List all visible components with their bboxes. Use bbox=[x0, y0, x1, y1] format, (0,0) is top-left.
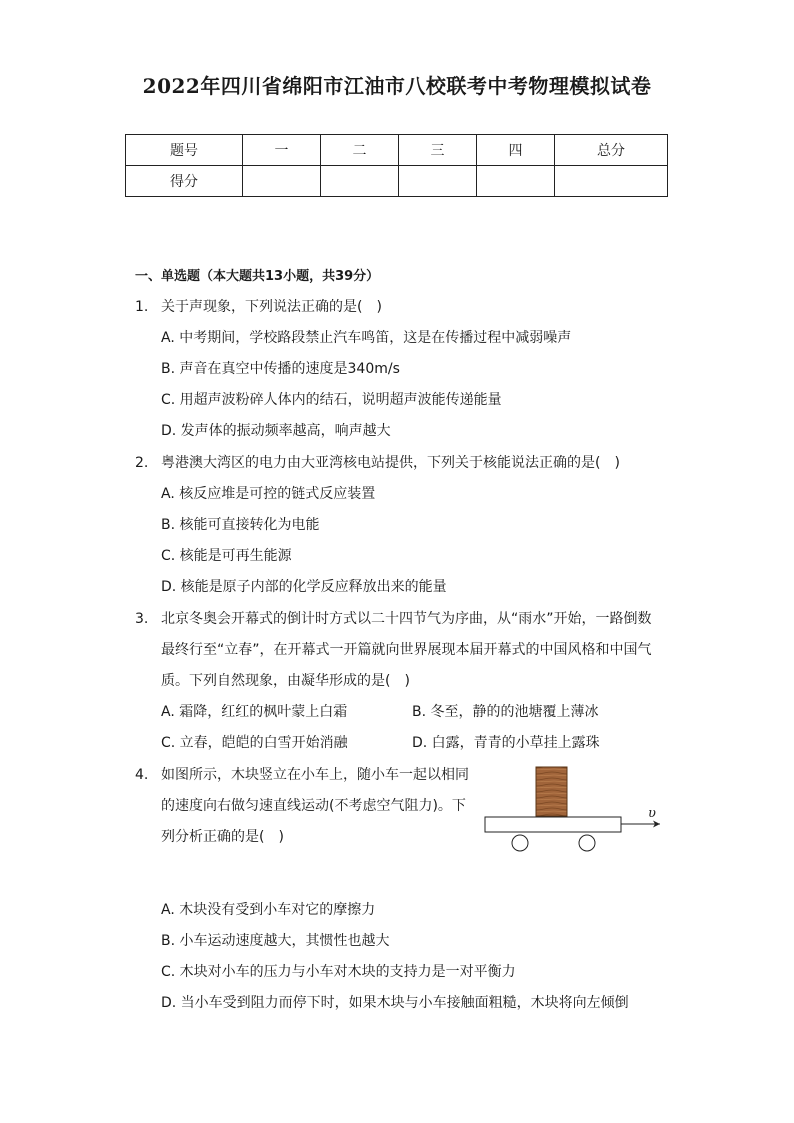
question-stem-line: 列分析正确的是( ) bbox=[161, 829, 284, 845]
section-heading: 一、单选题（本大题共13小题，共39分） bbox=[135, 269, 380, 284]
question-stem-line: 质。下列自然现象，由凝华形成的是( ) bbox=[161, 673, 410, 689]
question-stem-line: 的速度向右做匀速直线运动(不考虑空气阻力)。下 bbox=[161, 798, 466, 814]
question-stem: 关于声现象，下列说法正确的是( ) bbox=[161, 299, 382, 315]
cart-block-figure bbox=[480, 764, 670, 856]
score-header-cell: 题号 bbox=[126, 135, 243, 166]
cart-body bbox=[485, 817, 621, 832]
option-b: B. 小车运动速度越大，其惯性也越大 bbox=[161, 933, 390, 949]
question-number: 3. bbox=[135, 611, 149, 627]
cart-wheel-left bbox=[512, 835, 528, 851]
score-header-cell: 四 bbox=[477, 135, 555, 166]
option-c: C. 用超声波粉碎人体内的结石，说明超声波能传递能量 bbox=[161, 392, 502, 408]
exam-title: 2022年四川省绵阳市江油市八校联考中考物理模拟试卷 bbox=[142, 74, 652, 98]
score-cell bbox=[243, 166, 321, 197]
option-d: D. 白露，青青的小草挂上露珠 bbox=[412, 735, 600, 751]
option-b: B. 冬至，静的的池塘覆上薄冰 bbox=[412, 704, 599, 720]
question-stem-line: 最终行至“立春”，在开幕式一开篇就向世界展现本届开幕式的中国风格和中国气 bbox=[161, 642, 652, 658]
option-b: B. 核能可直接转化为电能 bbox=[161, 517, 320, 533]
option-d: D. 发声体的振动频率越高，响声越大 bbox=[161, 423, 391, 439]
score-header-cell: 二 bbox=[321, 135, 399, 166]
option-a: A. 木块没有受到小车对它的摩擦力 bbox=[161, 902, 376, 918]
score-header-cell: 一 bbox=[243, 135, 321, 166]
option-d: D. 当小车受到阻力而停下时，如果木块与小车接触面粗糙，木块将向左倾倒 bbox=[161, 995, 629, 1011]
score-cell bbox=[399, 166, 477, 197]
question-number: 1. bbox=[135, 299, 149, 315]
wooden-block bbox=[536, 767, 567, 816]
option-c: C. 立春，皑皑的白雪开始消融 bbox=[161, 735, 348, 751]
score-table bbox=[125, 134, 668, 197]
option-a: A. 中考期间，学校路段禁止汽车鸣笛，这是在传播过程中减弱噪声 bbox=[161, 330, 572, 346]
question-number: 4. bbox=[135, 767, 149, 783]
score-header-cell: 三 bbox=[399, 135, 477, 166]
question-number: 2. bbox=[135, 455, 149, 471]
score-row-label: 得分 bbox=[126, 166, 243, 197]
question-stem: 粤港澳大湾区的电力由大亚湾核电站提供，下列关于核能说法正确的是( ) bbox=[161, 455, 620, 471]
option-c: C. 核能是可再生能源 bbox=[161, 548, 292, 564]
option-d: D. 核能是原子内部的化学反应释放出来的能量 bbox=[161, 579, 447, 595]
score-cell bbox=[555, 166, 668, 197]
score-table-header-row bbox=[126, 135, 668, 166]
score-cell bbox=[321, 166, 399, 197]
option-a: A. 霜降，红红的枫叶蒙上白霜 bbox=[161, 704, 348, 720]
option-c: C. 木块对小车的压力与小车对木块的支持力是一对平衡力 bbox=[161, 964, 516, 980]
option-b: B. 声音在真空中传播的速度是340m/s bbox=[161, 361, 400, 377]
cart-wheel-right bbox=[579, 835, 595, 851]
option-a: A. 核反应堆是可控的链式反应装置 bbox=[161, 486, 376, 502]
score-header-cell: 总分 bbox=[555, 135, 668, 166]
question-stem-line: 如图所示，木块竖立在小车上，随小车一起以相同 bbox=[161, 767, 469, 783]
score-cell bbox=[477, 166, 555, 197]
velocity-label: υ bbox=[648, 806, 656, 821]
score-table-row bbox=[126, 166, 668, 197]
question-stem-line: 北京冬奥会开幕式的倒计时方式以二十四节气为序曲，从“雨水”开始，一路倒数 bbox=[161, 611, 652, 627]
